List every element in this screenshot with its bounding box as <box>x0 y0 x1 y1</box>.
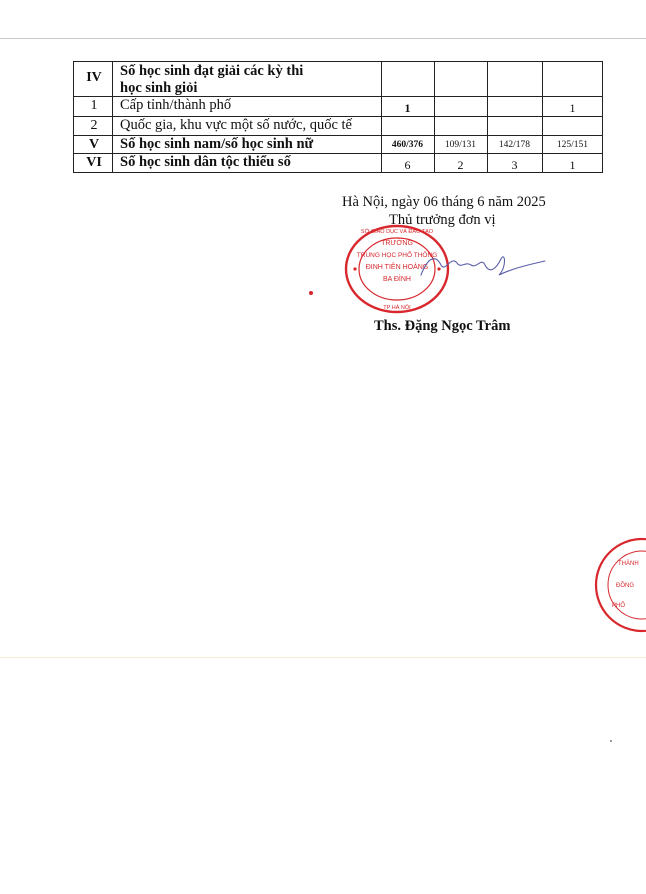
row-label-continued: học sinh giỏi <box>120 80 198 96</box>
svg-text:TRUNG HỌC PHỔ THÔNG: TRUNG HỌC PHỔ THÔNG <box>356 252 438 259</box>
cell-value: 142/178 <box>498 140 531 150</box>
row-label: Cấp tỉnh/thành phố <box>120 97 232 113</box>
svg-text:TP HÀ NỘI: TP HÀ NỘI <box>383 305 411 311</box>
cell-value: 6 <box>404 158 411 172</box>
cell-value: 125/151 <box>556 140 589 150</box>
page-top-rule <box>0 38 646 39</box>
svg-text:TRƯỜNG: TRƯỜNG <box>381 240 413 247</box>
statistics-table <box>73 61 603 173</box>
cell-value: 2 <box>457 158 464 172</box>
scan-artifact-line <box>0 657 646 658</box>
cell-value: 460/376 <box>391 140 424 150</box>
handwritten-signature <box>415 245 550 285</box>
row-index: IV <box>86 70 102 85</box>
svg-text:THÀNH: THÀNH <box>618 561 639 567</box>
ink-mark <box>309 291 313 295</box>
cell-value: 3 <box>511 158 518 172</box>
svg-text:PHỐ: PHỐ <box>612 603 626 609</box>
signer-title: Thủ trưởng đơn vị <box>389 212 496 228</box>
row-label: Quốc gia, khu vực một số nước, quốc tế <box>120 117 352 133</box>
row-label: Số học sinh nam/số học sinh nữ <box>120 136 314 152</box>
cell-value: 1 <box>404 101 411 115</box>
partial-seal-stamp <box>588 535 646 635</box>
cell-value: 1 <box>569 101 576 115</box>
cell-value: 109/131 <box>444 140 477 150</box>
place-date: Hà Nội, ngày 06 tháng 6 năm 2025 <box>342 194 546 210</box>
svg-text:SỞ GIÁO DỤC VÀ ĐÀO TẠO: SỞ GIÁO DỤC VÀ ĐÀO TẠO <box>360 229 434 235</box>
row-index: V <box>88 137 100 152</box>
svg-text:BA ĐÌNH: BA ĐÌNH <box>382 276 412 283</box>
row-label: Số học sinh đạt giải các kỳ thi <box>120 63 304 79</box>
row-index: VI <box>86 155 102 170</box>
row-label: Số học sinh dân tộc thiểu số <box>120 154 291 170</box>
scan-speck <box>610 740 612 742</box>
cell-value: 1 <box>569 158 576 172</box>
svg-text:ĐINH TIÊN HOÀNG: ĐINH TIÊN HOÀNG <box>365 264 429 271</box>
row-index: 1 <box>90 98 98 113</box>
row-index: 2 <box>90 118 98 133</box>
signer-name: Ths. Đặng Ngọc Trâm <box>374 318 511 334</box>
svg-text:ĐỒNG: ĐỒNG <box>616 583 634 589</box>
